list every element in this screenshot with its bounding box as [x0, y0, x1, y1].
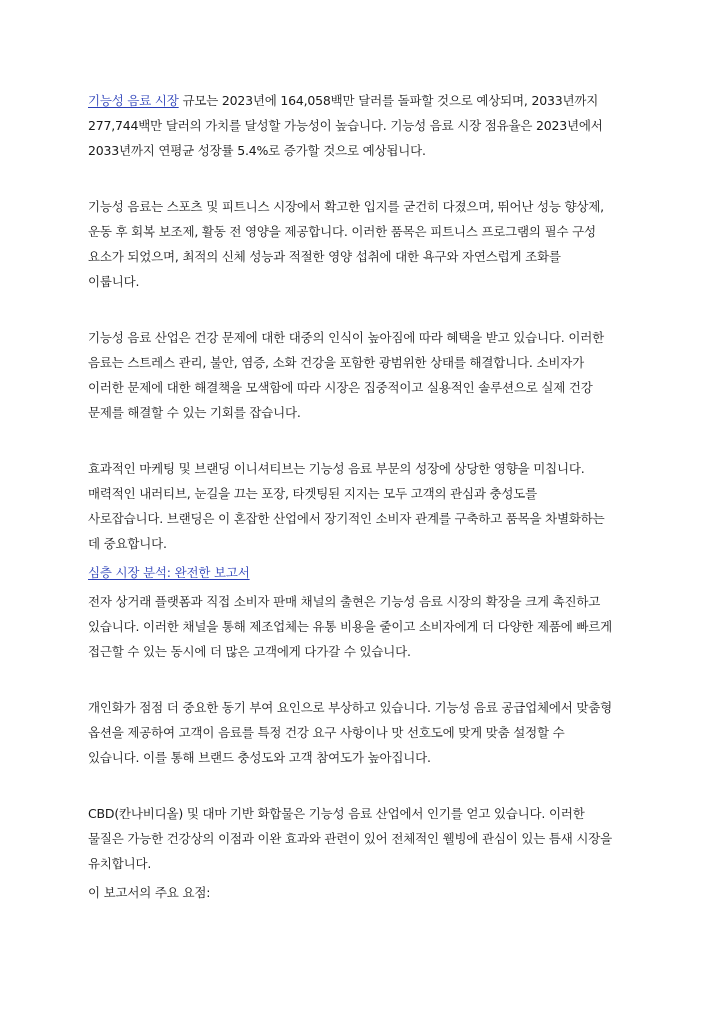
market-link[interactable]: 기능성 음료 시장: [88, 93, 179, 108]
paragraph-marketing: [88, 456, 640, 556]
paragraph-market-size: [88, 88, 640, 163]
paragraph-cbd: [88, 801, 640, 876]
paragraph-personalization: [88, 695, 640, 770]
paragraph-line: 있습니다. 이러한 채널을 통해 제조업체는 유통 비용을 줄이고 소비자에게 더 다양한 제품에 빠르게: [88, 619, 613, 634]
paragraph-line: 데 중요합니다.: [88, 536, 167, 551]
paragraph-line: 물질은 가능한 건강상의 이점과 이완 효과와 관련이 있어 전체적인 웰빙에 관심이 있는 틈새 시장을: [88, 831, 613, 846]
paragraph-line: 유치합니다.: [88, 856, 152, 871]
key-points-heading: 이 보고서의 주요 요점:: [88, 885, 211, 900]
paragraph-gap: [88, 770, 640, 801]
paragraph-gap: [88, 664, 640, 695]
paragraph-line: 접근할 수 있는 동시에 더 많은 고객에게 다가갈 수 있습니다.: [88, 644, 411, 659]
paragraph-gap: [88, 425, 640, 456]
paragraph-line: 2033년까지 연평균 성장률 5.4%로 증가할 것으로 예상됩니다.: [88, 143, 426, 158]
paragraph-line: 요소가 되었으며, 최적의 신체 성능과 적절한 영양 섭취에 대한 욕구와 자연스럽게 조화를: [88, 249, 561, 264]
paragraph-line: 전자 상거래 플랫폼과 직접 소비자 판매 채널의 출현은 기능성 음료 시장의 확장을 크게 촉진하고: [88, 594, 601, 609]
paragraph-line: 사로잡습니다. 브랜딩은 이 혼잡한 산업에서 장기적인 소비자 관계를 구축하고 품목을 차별화하는: [88, 511, 605, 526]
paragraph-line: 있습니다. 이를 통해 브랜드 충성도와 고객 참여도가 높아집니다.: [88, 750, 431, 765]
report-link-paragraph: [88, 560, 640, 585]
paragraph-gap: [88, 294, 640, 325]
paragraph-line: 이룹니다.: [88, 274, 140, 289]
paragraph-line: 옵션을 제공하여 고객이 음료를 특정 건강 요구 사항이나 맛 선호도에 맞게 맞춤 설정할 수: [88, 725, 565, 740]
paragraph-text: 규모는 2023년에 164,058백만 달러를 돌파할 것으로 예상되며, 2033년까지: [178, 93, 599, 108]
paragraph-line: CBD(칸나비디올) 및 대마 기반 화합물은 기능성 음료 산업에서 인기를 얻고 있습니다. 이러한: [88, 806, 585, 821]
paragraph-ecommerce: [88, 589, 640, 664]
paragraph-line: 매력적인 내러티브, 눈길을 끄는 포장, 타겟팅된 지지는 모두 고객의 관심과 충성도를: [88, 486, 538, 501]
paragraph-line: 이러한 문제에 대한 해결책을 모색함에 따라 시장은 집중적이고 실용적인 솔루션으로 실제 건강: [88, 380, 593, 395]
paragraph-line: [88, 88, 640, 113]
paragraph-line: 277,744백만 달러의 가치를 달성할 가능성이 높습니다. 기능성 음료 시장 점유율은 2023년에서: [88, 118, 603, 133]
paragraph-line: 기능성 음료 산업은 건강 문제에 대한 대중의 인식이 높아짐에 따라 혜택을 받고 있습니다. 이러한: [88, 330, 604, 345]
paragraph-line: 기능성 음료는 스포츠 및 피트니스 시장에서 확고한 입지를 굳건히 다졌으며, 뛰어난 성능 향상제,: [88, 199, 604, 214]
paragraph-line: 문제를 해결할 수 있는 기회를 잡습니다.: [88, 405, 301, 420]
paragraph-line: 운동 후 회복 보조제, 활동 전 영양을 제공합니다. 이러한 품목은 피트니스 프로그램의 필수 구성: [88, 224, 596, 239]
paragraph-line: 효과적인 마케팅 및 브랜딩 이니셔티브는 기능성 음료 부문의 성장에 상당한 영향을 미칩니다.: [88, 461, 585, 476]
paragraph-gap: [88, 163, 640, 194]
paragraph-sports-fitness: [88, 194, 640, 294]
paragraph-health-awareness: [88, 325, 640, 425]
paragraph-line: 음료는 스트레스 관리, 불안, 염증, 소화 건강을 포함한 광범위한 상태를 해결합니다. 소비자가: [88, 355, 584, 370]
full-report-link[interactable]: 심층 시장 분석: 완전한 보고서: [88, 565, 250, 580]
paragraph-line: 개인화가 점점 더 중요한 동기 부여 요인으로 부상하고 있습니다. 기능성 음료 공급업체에서 맞춤형: [88, 700, 613, 715]
